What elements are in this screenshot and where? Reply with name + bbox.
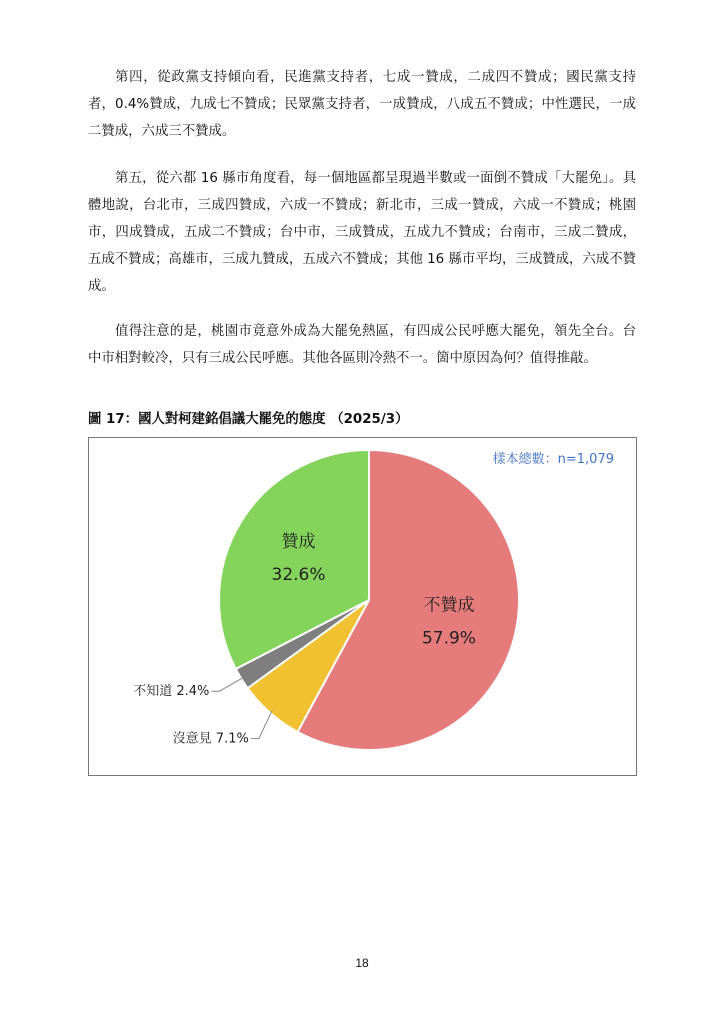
slice-value-label: 57.9% (421, 628, 476, 649)
pie-chart-frame (88, 437, 637, 776)
paragraph-regions (88, 165, 636, 300)
paragraph-text: 第五，從六都 16 縣市角度看，每一個地區都呈現過半數或一面倒不贊成「大罷免」。具體地說，台北市，三成四贊成，六成一不贊成；新北市，三成一贊成，六成一不贊成；桃園市，四成贊成，五成二不贊成；台中市，三成贊成，五成九不贊成；台南市，三成二贊成，五成不贊成；高雄市，三成九贊成，五成六不贊成；其他 16 縣市平均，三成贊成，六成不贊成。 (88, 171, 636, 294)
pie-chart (89, 438, 638, 777)
leader-line (251, 711, 272, 739)
page-number: 18 (355, 956, 369, 970)
slice-label: 不贊成 (423, 595, 475, 616)
slice-outside-label: 不知道 2.4% (133, 684, 210, 700)
figure-caption: 圖 17：國人對柯建銘倡議大罷免的態度 （2025/3） (88, 412, 409, 427)
slice-outside-label: 沒意見 7.1% (172, 731, 249, 747)
slice-value-label: 32.6% (271, 565, 326, 586)
slice-label: 贊成 (281, 532, 316, 553)
leader-line (211, 677, 244, 691)
paragraph-text: 第四，從政黨支持傾向看，民進黨支持者，七成一贊成，二成四不贊成；國民黨支持者，0.4%贊成，九成七不贊成；民眾黨支持者，一成贊成，八成五不贊成；中性選民，一成二贊成，六成三不贊成。 (88, 70, 636, 139)
paragraph-text: 值得注意的是，桃園市竟意外成為大罷免熱區，有四成公民呼應大罷免，領先全台。台中市相對較冷，只有三成公民呼應。其他各區則冷熱不一。箇中原因為何？值得推敲。 (88, 324, 636, 366)
paragraph-party-support (88, 64, 636, 145)
sample-size-note: 樣本總數：n=1,079 (492, 452, 614, 467)
paragraph-taoyuan-note (88, 318, 636, 372)
